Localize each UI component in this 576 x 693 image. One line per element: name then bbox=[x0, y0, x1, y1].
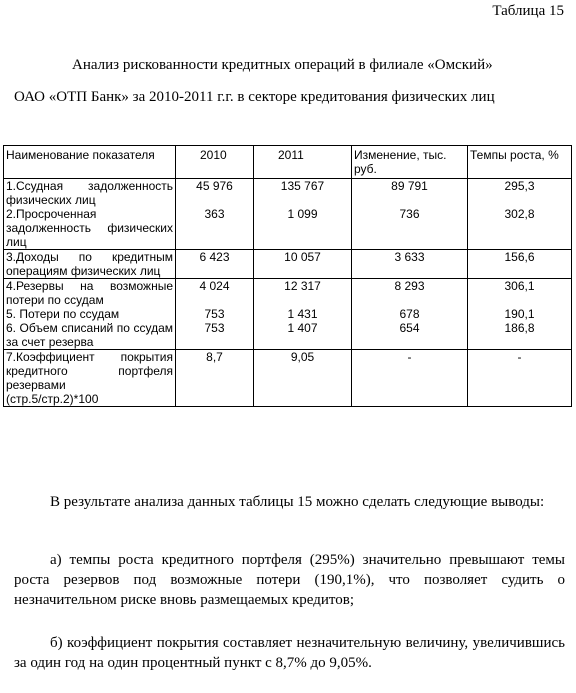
growth-cell bbox=[468, 279, 572, 350]
table-row bbox=[4, 250, 572, 279]
growth-value: - bbox=[468, 350, 572, 407]
indicator-cell bbox=[4, 350, 176, 407]
change-value: 3 633 bbox=[352, 250, 468, 279]
table-header-row bbox=[4, 146, 572, 179]
value-2011: 135 767 bbox=[280, 179, 325, 193]
growth-value: 190,1 bbox=[504, 307, 535, 321]
value-2010: 753 bbox=[204, 307, 225, 321]
conclusion-intro-paragraph: В результате анализа данных таблицы 15 можно сделать следующие выводы: bbox=[50, 494, 545, 510]
value-2011: 1 431 bbox=[287, 307, 318, 321]
growth-value: 295,3 bbox=[504, 179, 535, 193]
change-value: - bbox=[352, 350, 468, 407]
value-2011: 12 317 bbox=[284, 279, 321, 293]
change-value: 89 791 bbox=[391, 179, 428, 193]
header-2010: 2010 bbox=[176, 146, 254, 179]
value-2010: 753 bbox=[204, 321, 225, 335]
conclusion-point-a: а) темпы роста кредитного портфеля (295%) значительно превышают темы роста резервов под возможные потери (190,1%), что позволяет судить о незначительном риске вновь размещаемых кредитов; bbox=[14, 552, 565, 608]
indicator-name: 3.Доходы по кредитным операциям физических лиц bbox=[6, 250, 173, 278]
indicator-name: 1.Ссудная задолженность физических лиц bbox=[6, 179, 173, 207]
table-title-line-2: ОАО «ОТП Банк» за 2010-2011 г.г. в секторе кредитования физических лиц bbox=[14, 89, 495, 105]
growth-value: 302,8 bbox=[504, 207, 535, 221]
indicator-name: 2.Просроченная задолженность физических лиц bbox=[6, 207, 173, 249]
value-2010-cell bbox=[176, 279, 254, 350]
value-2010: 8,7 bbox=[176, 350, 254, 407]
change-value: 678 bbox=[399, 307, 420, 321]
change-value: 654 bbox=[399, 321, 420, 335]
value-2010: 6 423 bbox=[176, 250, 254, 279]
value-2011: 10 057 bbox=[254, 250, 352, 279]
growth-value: 306,1 bbox=[504, 279, 535, 293]
value-2010-cell bbox=[176, 179, 254, 250]
indicator-cell bbox=[4, 250, 176, 279]
indicator-name: 6. Объем списаний по ссудам за счет резерва bbox=[6, 321, 173, 349]
change-value: 8 293 bbox=[394, 279, 425, 293]
risk-analysis-table bbox=[3, 145, 572, 407]
header-change: Изменение, тыс. руб. bbox=[352, 146, 468, 179]
table-title-line-1: Анализ рискованности кредитных операций в филиале «Омский» bbox=[72, 57, 493, 73]
value-2010: 45 976 bbox=[196, 179, 233, 193]
header-indicator: Наименование показателя bbox=[4, 146, 176, 179]
value-2011: 1 099 bbox=[287, 207, 318, 221]
table-row bbox=[4, 350, 572, 407]
growth-cell bbox=[468, 179, 572, 250]
growth-value: 156,6 bbox=[468, 250, 572, 279]
indicator-name: 7.Коэффициент покрытия кредитного портфеля резервами bbox=[6, 350, 173, 392]
value-2011: 9,05 bbox=[254, 350, 352, 407]
value-2011-cell bbox=[254, 179, 352, 250]
header-growth: Темпы роста, % bbox=[468, 146, 572, 179]
indicator-name: 5. Потери по ссудам bbox=[6, 307, 120, 321]
value-2011: 1 407 bbox=[287, 321, 318, 335]
indicator-cell bbox=[4, 179, 176, 250]
indicator-cell bbox=[4, 279, 176, 350]
value-2010: 4 024 bbox=[199, 279, 230, 293]
header-2011: 2011 bbox=[254, 146, 352, 179]
value-2011-cell bbox=[254, 279, 352, 350]
conclusion-point-b: б) коэффициент покрытия составляет незначительную величину, увеличившись за один год на один процентный пункт с 8,7% до 9,05%. bbox=[14, 635, 565, 671]
table-number-label: Таблица 15 bbox=[492, 3, 564, 19]
growth-value: 186,8 bbox=[504, 321, 535, 335]
table-row bbox=[4, 179, 572, 250]
change-value: 736 bbox=[399, 207, 420, 221]
change-cell bbox=[352, 179, 468, 250]
value-2010: 363 bbox=[204, 207, 225, 221]
change-cell bbox=[352, 279, 468, 350]
indicator-name: 4.Резервы на возможные потери по ссудам bbox=[6, 279, 173, 307]
indicator-formula: (стр.5/стр.2)*100 bbox=[6, 392, 99, 406]
table-row bbox=[4, 279, 572, 350]
